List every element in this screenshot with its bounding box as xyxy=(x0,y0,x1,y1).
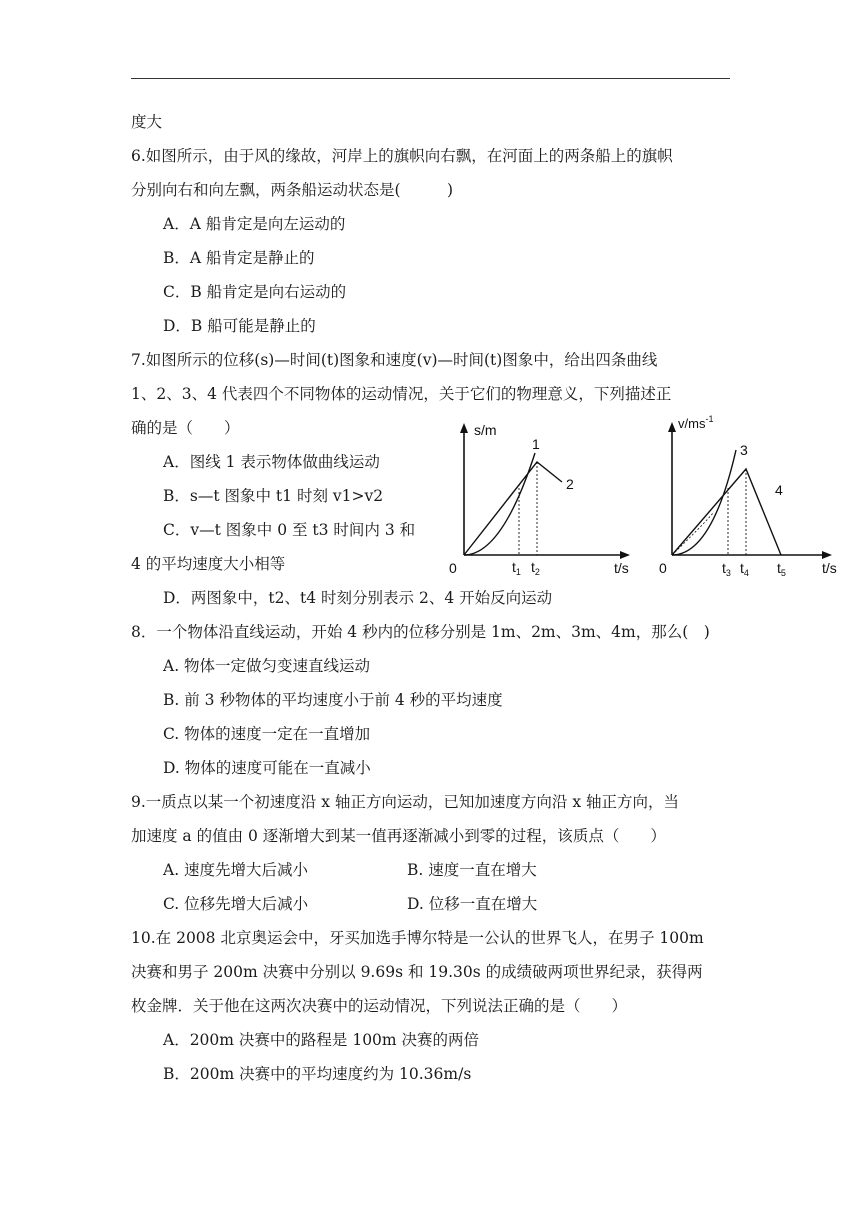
question-10-stem: 枚金牌．关于他在这两次决赛中的运动情况，下列说法正确的是（ ） xyxy=(131,997,628,1015)
st-y-label: s/m xyxy=(474,422,497,438)
question-8-option-b: B. 前 3 秒物体的平均速度小于前 4 秒的平均速度 xyxy=(163,691,503,709)
question-9-stem: 9.一质点以某一个初速度沿 x 轴正方向运动，已知加速度方向沿 x 轴正方向，当 xyxy=(131,793,679,811)
question-8-option-d: D. 物体的速度可能在一直减小 xyxy=(163,759,371,777)
vt-origin: 0 xyxy=(659,560,667,576)
vt-tick-t4: $t_4$ xyxy=(740,560,749,578)
question-6-option-d: D．B 船可能是静止的 xyxy=(163,317,316,335)
vt-tick-t3: $t_3$ xyxy=(722,560,731,578)
question-10-stem: 决赛和男子 200m 决赛中分别以 9.69s 和 19.30s 的成绩破两项世界纪录，获得两 xyxy=(131,963,703,981)
vt-curve-3-label: 3 xyxy=(740,442,748,458)
question-7-option-c: 4 的平均速度大小相等 xyxy=(131,555,286,573)
vt-tick-t5: $t_5$ xyxy=(777,560,786,578)
st-curve-1-label: 1 xyxy=(532,436,540,452)
st-graph xyxy=(440,415,645,585)
question-9-stem: 加速度 a 的值由 0 逐渐增大到某一值再逐渐减小到零的过程，该质点（ ） xyxy=(131,827,666,845)
question-10-option-a: A．200m 决赛中的路程是 100m 决赛的两倍 xyxy=(163,1031,480,1049)
st-tick-t1: $t_1$ xyxy=(512,559,521,577)
question-6-stem: 分别向右和向左飘，两条船运动状态是( ) xyxy=(131,181,454,199)
vt-graph xyxy=(650,410,850,585)
question-7-stem: 确的是（ ） xyxy=(131,419,240,437)
vt-dashed-tangent xyxy=(672,512,714,555)
question-9-option-b: B. 速度一直在增大 xyxy=(407,861,537,879)
question-7-option-b: B．s—t 图象中 t1 时刻 v1>v2 xyxy=(163,487,384,505)
st-x-arrow-icon xyxy=(620,551,630,559)
header-rule xyxy=(131,78,730,79)
question-6-option-c: C．B 船肯定是向右运动的 xyxy=(163,283,347,301)
vt-curve-4-label: 4 xyxy=(775,482,783,498)
question-8-stem: 8．一个物体沿直线运动，开始 4 秒内的位移分别是 1m、2m、3m、4m，那么( ) xyxy=(131,623,710,641)
vt-y-arrow-icon xyxy=(668,422,676,432)
question-7-stem: 1、2、3、4 代表四个不同物体的运动情况，关于它们的物理意义，下列描述正 xyxy=(131,385,672,403)
question-9-option-a: A. 速度先增大后减小 xyxy=(163,861,309,879)
vt-curve-3 xyxy=(672,450,736,555)
vt-curve-4 xyxy=(672,469,781,555)
question-10-option-b: B．200m 决赛中的平均速度约为 10.36m/s xyxy=(163,1065,472,1083)
question-6-option-a: A．A 船肯定是向左运动的 xyxy=(163,215,346,233)
vt-x-arrow-icon xyxy=(822,551,832,559)
question-6-option-b: B．A 船肯定是静止的 xyxy=(163,249,315,267)
question-9-option-c: C. 位移先增大后减小 xyxy=(163,895,309,913)
question-7-stem: 7.如图所示的位移(s)—时间(t)图象和速度(v)—时间(t)图象中，给出四条曲线 xyxy=(131,351,658,369)
st-x-label: t/s xyxy=(614,560,629,576)
st-curve-2-label: 2 xyxy=(566,476,574,492)
question-10-stem: 10.在 2008 北京奥运会中，牙买加选手博尔特是一公认的世界飞人，在男子 100m xyxy=(131,929,704,947)
question-7-option-d: D．两图象中，t2、t4 时刻分别表示 2、4 开始反向运动 xyxy=(163,589,553,607)
st-tick-t2: $t_2$ xyxy=(531,559,540,577)
question-7-option-a: A．图线 1 表示物体做曲线运动 xyxy=(163,453,380,471)
st-curve-1 xyxy=(464,453,535,555)
st-y-arrow-icon xyxy=(460,423,468,433)
question-6-stem: 6.如图所示，由于风的缘故，河岸上的旗帜向右飘，在河面上的两条船上的旗帜 xyxy=(131,147,673,165)
question-8-option-c: C. 物体的速度一定在一直增加 xyxy=(163,725,371,743)
question-9-option-d: D. 位移一直在增大 xyxy=(407,895,538,913)
vt-x-label: t/s xyxy=(822,560,837,576)
question-7-option-c: C．v—t 图象中 0 至 t3 时间内 3 和 xyxy=(163,521,416,539)
question-8-option-a: A. 物体一定做匀变速直线运动 xyxy=(163,657,371,675)
text-line: 度大 xyxy=(131,113,163,131)
vt-y-label: $v/ms^{-1}$ xyxy=(678,414,714,431)
st-origin: 0 xyxy=(449,560,457,576)
